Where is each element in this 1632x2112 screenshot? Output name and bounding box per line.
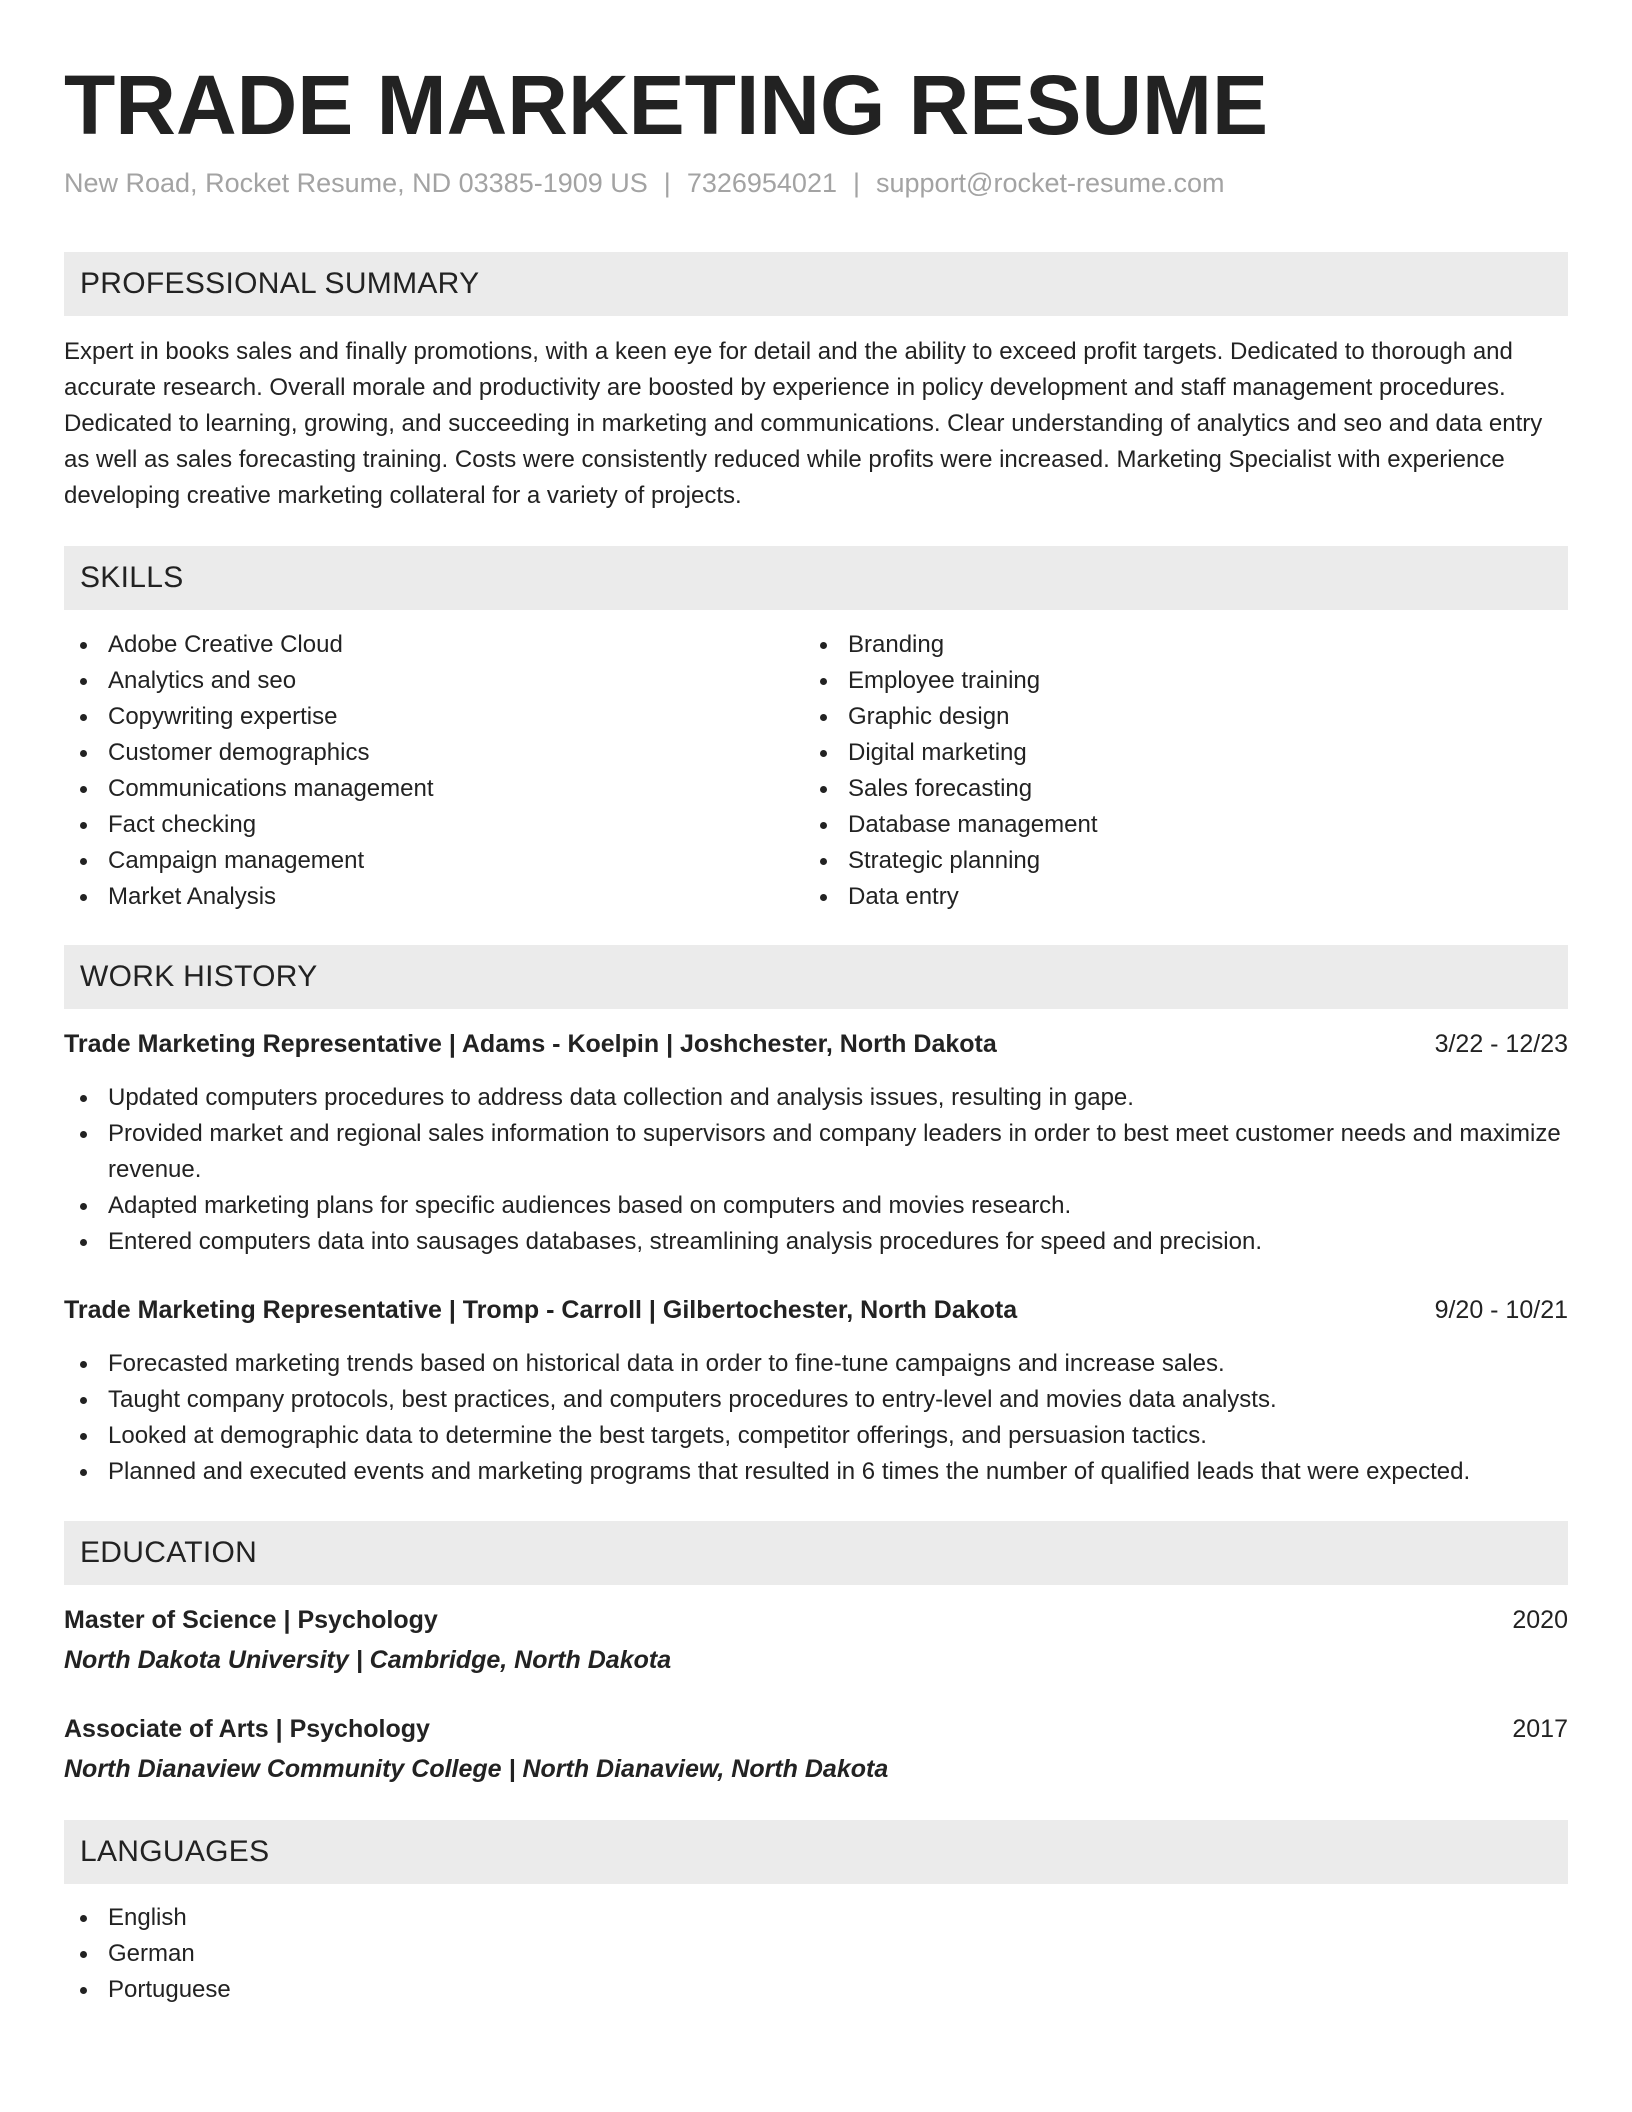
graduation-year: 2020 [1512,1606,1568,1634]
job-duties-list [64,1080,1568,1260]
summary-text: Expert in books sales and finally promotions, with a keen eye for detail and the ability to exceed profit targets. Dedicated to thorough and accurate research. Overall morale and productivity are boosted by experience in policy development and staff management procedures. Dedicated to learning, growing, and succeeding in marketing and communications. Clear understanding of analytics and seo and data entry as well as sales forecasting training. Costs were consistently reduced while profits were increased. Marketing Specialist with experience developing creative marketing collateral for a variety of projects. [64,338,1543,509]
languages-block [64,1900,1568,2008]
job-dates: 3/22 - 12/23 [1434,1030,1568,1058]
skills-column-left [64,627,764,915]
job-dates: 9/20 - 10/21 [1434,1296,1568,1324]
job-duties-list [64,1346,1568,1490]
languages-heading: LANGUAGES [80,1835,270,1868]
degree-title: Master of Science | Psychology [64,1606,438,1634]
job-title: Trade Marketing Representative | Adams - Koelpin | Joshchester, North Dakota [64,1030,997,1058]
skill-item: Sales forecasting [804,771,1504,807]
summary-heading: PROFESSIONAL SUMMARY [80,267,480,300]
duty-item: Forecasted marketing trends based on historical data in order to fine-tune campaigns and increase sales. [64,1346,1568,1382]
school-name: North Dianaview Community College | North Dianaview, North Dakota [64,1755,889,1783]
job-duties [64,1080,1568,1260]
duty-item: Looked at demographic data to determine the best targets, competitor offerings, and persuasion tactics. [64,1418,1568,1454]
work-section-header [64,945,1568,1009]
job-title: Trade Marketing Representative | Tromp - Carroll | Gilbertochester, North Dakota [64,1296,1018,1324]
skill-item: Market Analysis [64,879,764,915]
contact-email: support@rocket-resume.com [876,168,1225,198]
duty-item: Provided market and regional sales information to supervisors and company leaders in order to best meet customer needs and maximize revenue. [64,1116,1568,1188]
skill-item: Analytics and seo [64,663,764,699]
contact-line [64,166,1225,200]
skill-item: Digital marketing [804,735,1504,771]
skill-item: Strategic planning [804,843,1504,879]
work-heading: WORK HISTORY [80,960,318,993]
language-item: English [64,1900,1568,1936]
contact-address: New Road, Rocket Resume, ND 03385-1909 US [64,168,648,198]
job-duties [64,1346,1568,1490]
skill-item: Adobe Creative Cloud [64,627,764,663]
skill-item: Fact checking [64,807,764,843]
graduation-year: 2017 [1512,1715,1568,1743]
skills-heading: SKILLS [80,561,184,594]
job-header [64,1292,1568,1328]
skill-item: Data entry [804,879,1504,915]
contact-separator: | [663,168,671,198]
skill-item: Campaign management [64,843,764,879]
duty-item: Taught company protocols, best practices, and computers procedures to entry-level and movies data analysts. [64,1382,1568,1418]
education-heading: EDUCATION [80,1536,258,1569]
skill-item: Branding [804,627,1504,663]
languages-list [64,1900,1568,2008]
skills-section-header [64,546,1568,610]
duty-item: Entered computers data into sausages databases, streamlining analysis procedures for speed and precision. [64,1224,1568,1260]
education-entry-header [64,1711,1568,1747]
skill-item: Graphic design [804,699,1504,735]
skills-list-left [64,627,764,915]
skill-item: Communications management [64,771,764,807]
skill-item: Customer demographics [64,735,764,771]
contact-phone: 7326954021 [686,168,837,198]
summary-section-header [64,252,1568,316]
education-entry-header [64,1602,1568,1638]
language-item: Portuguese [64,1972,1568,2008]
duty-item: Planned and executed events and marketing programs that resulted in 6 times the number of qualified leads that were expected. [64,1454,1568,1490]
resume-title: TRADE MARKETING RESUME [64,58,1269,152]
duty-item: Updated computers procedures to address data collection and analysis issues, resulting in gape. [64,1080,1568,1116]
language-item: German [64,1936,1568,1972]
skill-item: Database management [804,807,1504,843]
education-section-header [64,1521,1568,1585]
languages-section-header [64,1820,1568,1884]
degree-title: Associate of Arts | Psychology [64,1715,430,1743]
contact-separator: | [852,168,860,198]
skill-item: Employee training [804,663,1504,699]
skill-item: Copywriting expertise [64,699,764,735]
school-name: North Dakota University | Cambridge, North Dakota [64,1646,672,1674]
skills-column-right [804,627,1504,915]
skills-list-right [804,627,1504,915]
duty-item: Adapted marketing plans for specific audiences based on computers and movies research. [64,1188,1568,1224]
job-header [64,1026,1568,1062]
